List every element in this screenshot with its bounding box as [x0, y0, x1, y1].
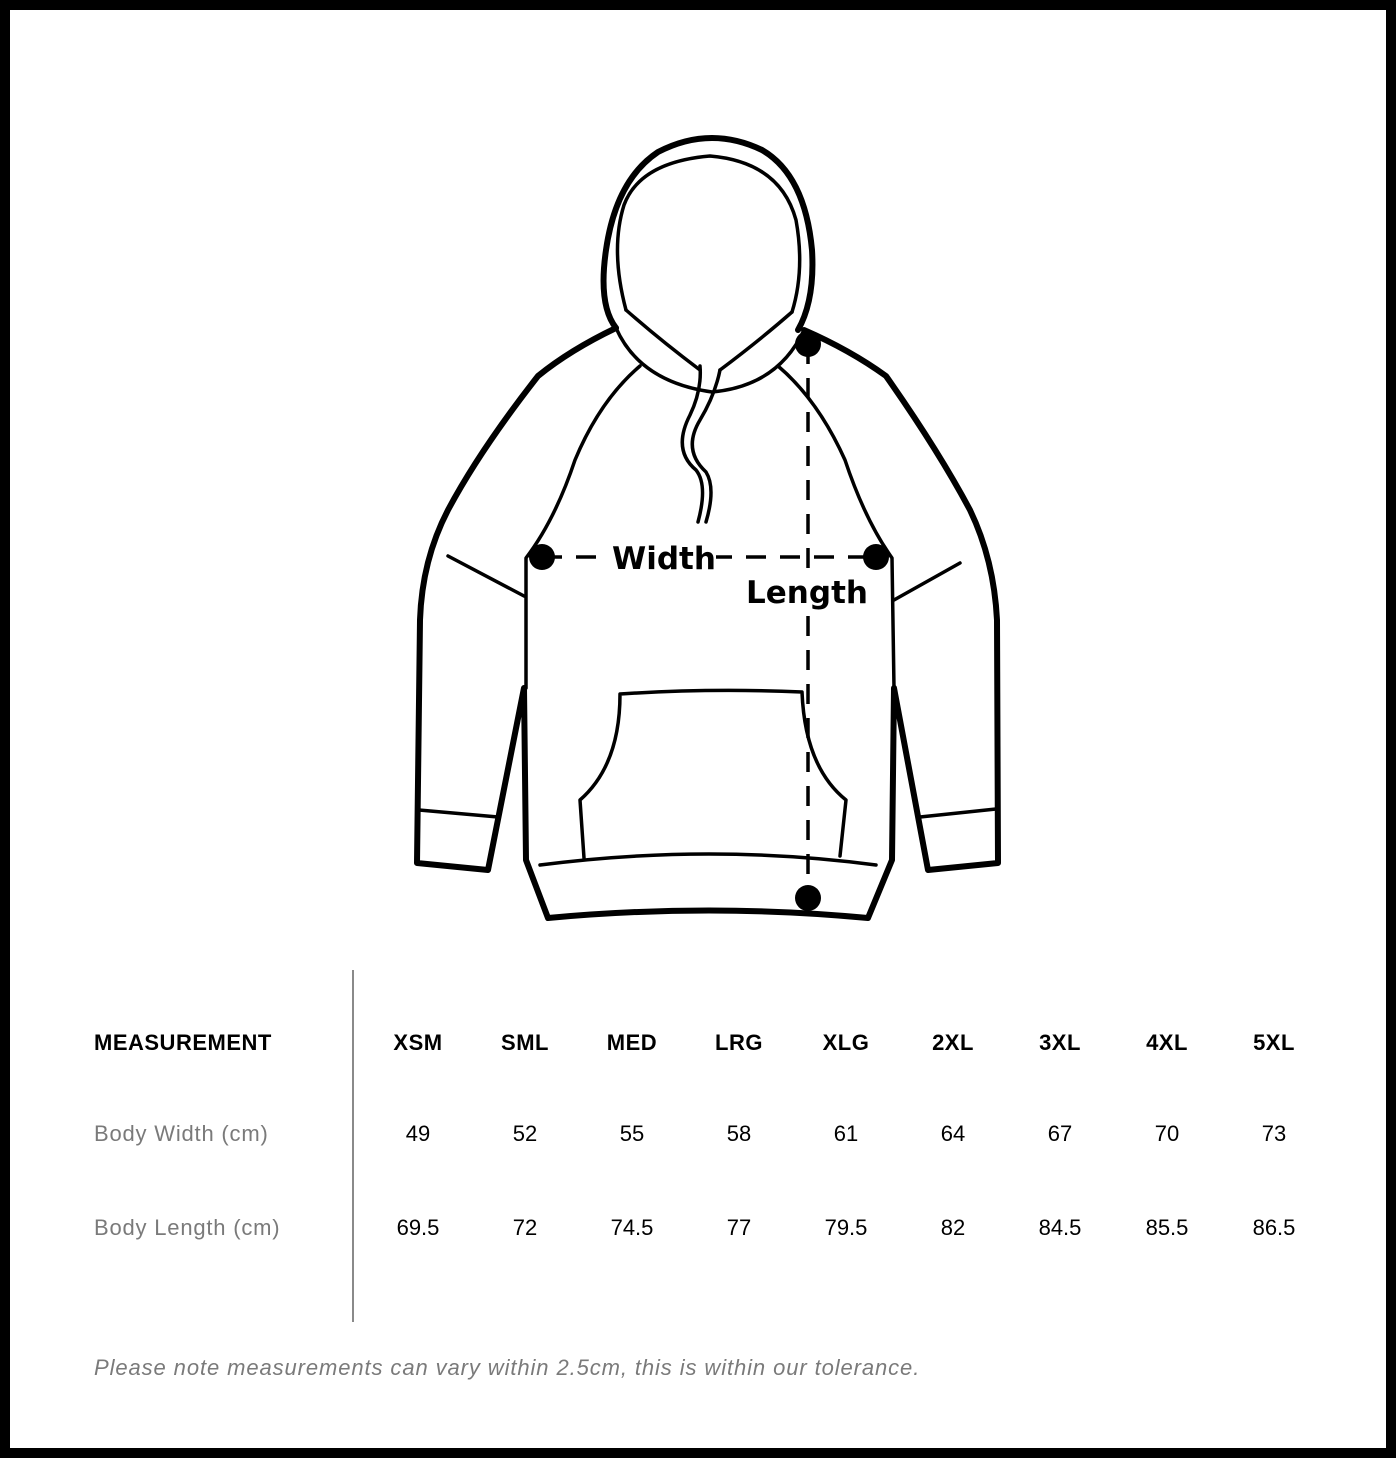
size-header-5xl: 5XL: [1253, 1030, 1295, 1055]
body-length-med: 74.5: [610, 1215, 654, 1240]
size-header-med: MED: [606, 1030, 658, 1055]
cuff-right: [920, 809, 996, 817]
body-width-3xl: 67: [1047, 1121, 1073, 1146]
hood-neck-curve: [616, 328, 804, 392]
row-label-body-length: Body Length (cm): [94, 1215, 281, 1240]
table-column-divider: [352, 970, 354, 1322]
body-length-xlg: 79.5: [824, 1215, 868, 1240]
length-top-point: [795, 331, 821, 357]
hood-inner-outline: [617, 156, 799, 312]
kangaroo-pocket: [580, 690, 846, 858]
raglan-seam-right: [778, 366, 894, 688]
width-label: Width: [612, 541, 716, 577]
row-label-body-width: Body Width (cm): [94, 1121, 269, 1146]
body-length-2xl: 82: [940, 1215, 966, 1240]
body-width-med: 55: [619, 1121, 645, 1146]
width-left-point: [529, 544, 555, 570]
measurement-header: MEASUREMENT: [94, 1030, 272, 1055]
body-length-lrg: 77: [726, 1215, 752, 1240]
hood-outer-outline: [604, 138, 813, 330]
body-length-4xl: 85.5: [1145, 1215, 1189, 1240]
size-header-lrg: LRG: [715, 1030, 763, 1055]
size-header-4xl: 4XL: [1146, 1030, 1188, 1055]
size-header-sml: SML: [501, 1030, 549, 1055]
size-header-xsm: XSM: [393, 1030, 443, 1055]
size-header-2xl: 2XL: [932, 1030, 974, 1055]
body-width-sml: 52: [512, 1121, 538, 1146]
body-length-sml: 72: [512, 1215, 538, 1240]
underarm-crease-left: [448, 556, 524, 596]
raglan-seam-left: [526, 366, 640, 688]
tolerance-note: Please note measurements can vary within 2.5cm, this is within our tolerance.: [94, 1355, 921, 1380]
body-width-xlg: 61: [833, 1121, 859, 1146]
body-width-4xl: 70: [1154, 1121, 1180, 1146]
body-width-xsm: 49: [405, 1121, 431, 1146]
size-header-xlg: XLG: [822, 1030, 870, 1055]
body-length-5xl: 86.5: [1252, 1215, 1296, 1240]
body-length-xsm: 69.5: [396, 1215, 440, 1240]
hoodie-illustration: [10, 10, 1396, 950]
width-right-point: [863, 544, 889, 570]
body-length-3xl: 84.5: [1038, 1215, 1082, 1240]
length-bottom-point: [795, 885, 821, 911]
cuff-left: [419, 810, 498, 817]
size-header-3xl: 3XL: [1039, 1030, 1081, 1055]
hoodie-body-outline: [417, 328, 998, 918]
length-label: Length: [746, 575, 868, 611]
waistband: [540, 854, 876, 865]
underarm-crease-right: [894, 563, 960, 600]
body-width-5xl: 73: [1261, 1121, 1287, 1146]
body-width-2xl: 64: [940, 1121, 966, 1146]
body-width-lrg: 58: [726, 1121, 752, 1146]
